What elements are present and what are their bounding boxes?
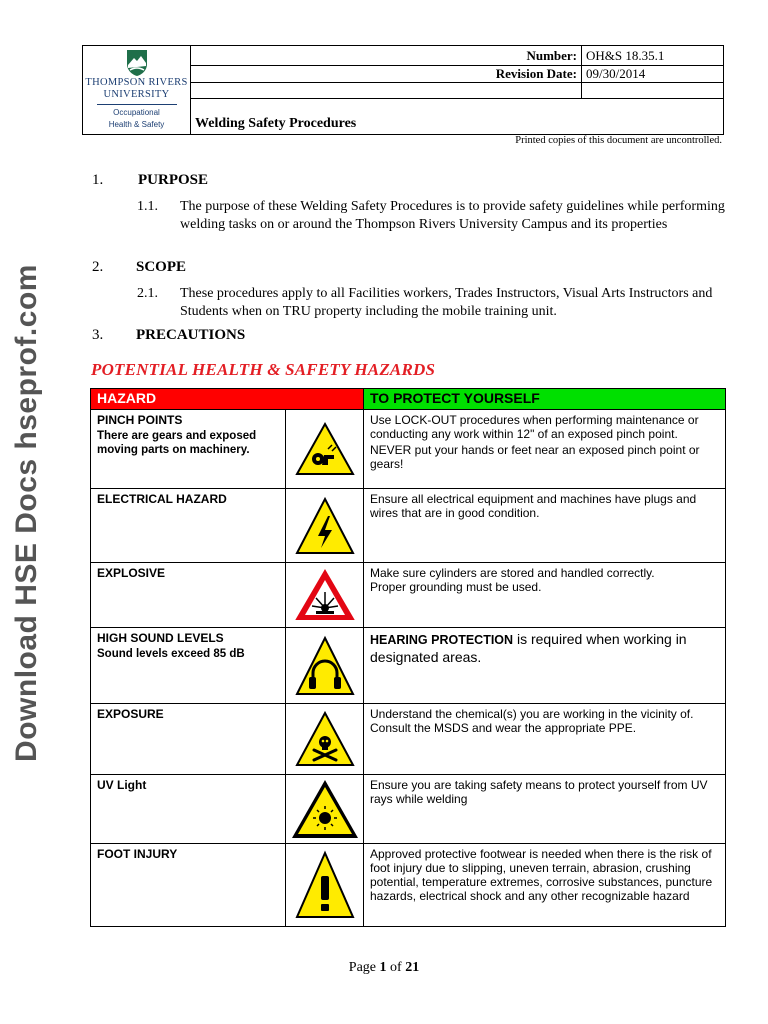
- protect-cell: [364, 628, 726, 704]
- protect-text-wrap: [370, 631, 719, 666]
- section-heading: PURPOSE: [138, 172, 209, 188]
- hazard-cell: [91, 844, 286, 927]
- hearing-protection-icon: [294, 635, 356, 697]
- protect-text-2: NEVER put your hands or feet near an exposed pinch point or gears!: [370, 443, 700, 471]
- paragraph-text: The purpose of these Welding Safety Procedures is to provide safety guidelines while performing welding tasks on or around the Thompson Rivers University Campus and its properties: [180, 199, 725, 232]
- icon-cell: [286, 563, 364, 628]
- page-footer: [0, 960, 768, 976]
- number-value: OH&S 18.35.1: [582, 46, 724, 66]
- watermark-text: Download HSE Docs hseprof.com: [10, 263, 43, 762]
- protect-cell: [364, 489, 726, 563]
- number-label: Number:: [191, 46, 582, 66]
- page-word: Page: [348, 960, 377, 975]
- logo-dept-line1: Occupational: [113, 108, 160, 117]
- icon-cell: [286, 410, 364, 489]
- icon-cell: [286, 628, 364, 704]
- protect-bold: HEARING PROTECTION: [370, 633, 514, 647]
- section-number: 3.: [92, 327, 104, 343]
- hazard-cell: [91, 704, 286, 775]
- protect-text: Use LOCK-OUT procedures when performing maintenance or conducting any work within 12" of an exposed pinch point.: [370, 413, 699, 441]
- page-total: 21: [405, 960, 420, 975]
- logo-org-line1: THOMPSON RIVERS: [85, 77, 188, 88]
- header-empty-cell: [191, 83, 582, 99]
- hazard-sub: There are gears and exposed moving parts on machinery.: [97, 430, 257, 456]
- page-number: 1: [379, 960, 387, 975]
- hazard-name: EXPLOSIVE: [97, 566, 166, 580]
- electrical-icon: [294, 496, 356, 556]
- protect-text: Ensure you are taking safety means to protect yourself from UV rays while welding: [370, 778, 708, 806]
- revision-value: 09/30/2014: [582, 66, 724, 83]
- paragraph-number: 1.1.: [137, 199, 158, 214]
- hazard-sub: Sound levels exceed 85 dB: [97, 648, 245, 660]
- table-row: [91, 704, 726, 775]
- hazard-name: HIGH SOUND LEVELS: [97, 631, 224, 645]
- hazard-cell: [91, 563, 286, 628]
- table-row: [91, 775, 726, 844]
- toxic-icon: [294, 710, 356, 768]
- hazard-column-header: HAZARD: [91, 389, 364, 410]
- uncontrolled-note: Printed copies of this document are uncontrolled.: [515, 135, 722, 146]
- protect-cell: [364, 844, 726, 927]
- logo-org-line2: UNIVERSITY: [103, 89, 170, 100]
- hazard-name: PINCH POINTS: [97, 413, 183, 427]
- tru-logo: [83, 46, 191, 135]
- document-header: [82, 45, 724, 135]
- hazard-cell: [91, 775, 286, 844]
- table-row: [91, 628, 726, 704]
- paragraph-text: These procedures apply to all Facilities workers, Trades Instructors, Visual Arts Instructors and Students when on TRU property including the mobile training unit.: [180, 286, 713, 319]
- hazard-name: ELECTRICAL HAZARD: [97, 492, 227, 506]
- revision-label: Revision Date:: [191, 66, 582, 83]
- protect-text-2: Proper grounding must be used.: [370, 580, 542, 594]
- protect-column-header: TO PROTECT YOURSELF: [364, 389, 726, 410]
- protect-cell: [364, 563, 726, 628]
- document-title: Welding Safety Procedures: [191, 99, 724, 135]
- paragraph-number: 2.1.: [137, 286, 158, 301]
- logo-divider: [97, 104, 177, 105]
- logo-dept-line2: Health & Safety: [108, 120, 165, 129]
- warning-exclamation-icon: [294, 850, 356, 920]
- watermark: [6, 250, 48, 775]
- uv-icon: [290, 778, 360, 840]
- section-heading: PRECAUTIONS: [136, 327, 246, 343]
- section-number: 2.: [92, 259, 104, 275]
- pinch-point-icon: [294, 421, 356, 477]
- protect-text: Understand the chemical(s) you are working in the vicinity of. Consult the MSDS and wear the appropriate PPE.: [370, 707, 694, 735]
- hazard-cell: [91, 410, 286, 489]
- table-row: [91, 410, 726, 489]
- protect-text: Make sure cylinders are stored and handled correctly.: [370, 566, 655, 580]
- protect-text: Ensure all electrical equipment and machines have plugs and wires that are in good condition.: [370, 492, 697, 520]
- protect-cell: [364, 775, 726, 844]
- icon-cell: [286, 489, 364, 563]
- hazards-title: POTENTIAL HEALTH & SAFETY HAZARDS: [91, 360, 436, 379]
- header-empty-value: [582, 83, 724, 99]
- icon-cell: [286, 844, 364, 927]
- icon-cell: [286, 704, 364, 775]
- tru-shield-icon: [126, 49, 148, 77]
- section-number: 1.: [92, 172, 104, 188]
- hazards-table: [90, 388, 726, 927]
- icon-cell: [286, 775, 364, 844]
- protect-text: Approved protective footwear is needed when there is the risk of foot injury due to slipping, uneven terrain, abrasion, crushing potential, temperature extremes, corrosive substances, puncture hazards, electrical shock and any other recognizable hazard: [370, 847, 713, 903]
- hazard-name: UV Light: [97, 778, 147, 792]
- table-row: [91, 844, 726, 927]
- protect-cell: [364, 410, 726, 489]
- table-row: [91, 489, 726, 563]
- hazard-name: EXPOSURE: [97, 707, 164, 721]
- hazard-cell: [91, 628, 286, 704]
- explosive-icon: [294, 568, 356, 622]
- hazard-name: FOOT INJURY: [97, 847, 178, 861]
- hazard-cell: [91, 489, 286, 563]
- section-heading: SCOPE: [136, 259, 187, 275]
- protect-text: is required when working in designated areas.: [370, 631, 687, 665]
- of-word: of: [390, 960, 402, 975]
- protect-cell: [364, 704, 726, 775]
- table-row: [91, 563, 726, 628]
